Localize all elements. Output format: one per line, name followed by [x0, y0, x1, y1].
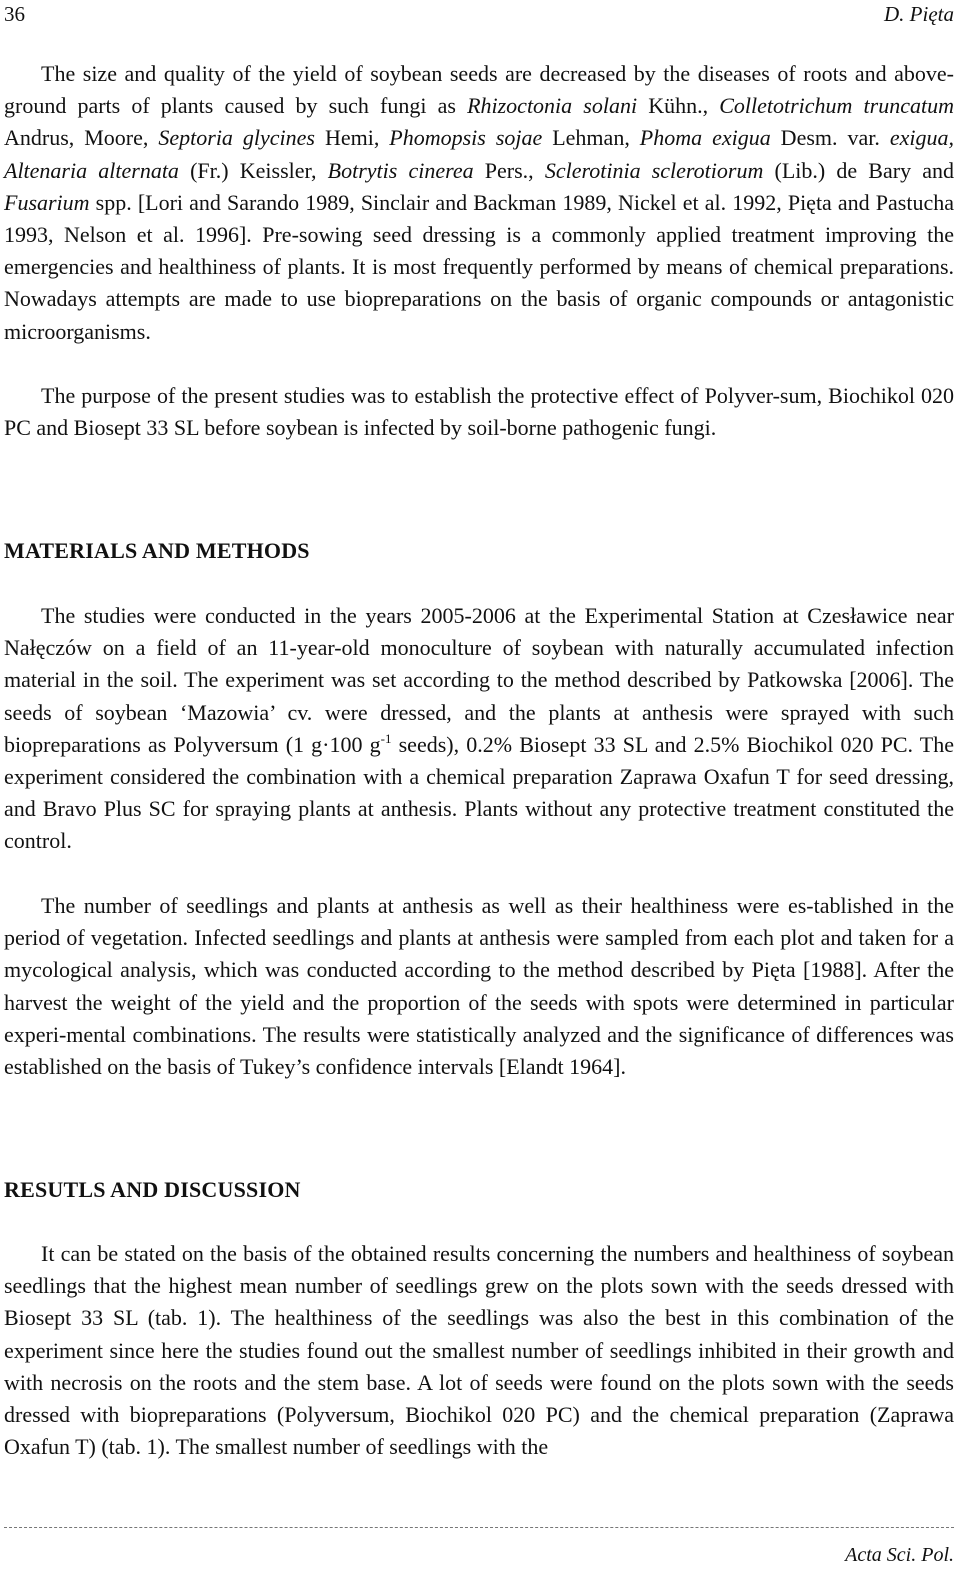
methods-heading: MATERIALS AND METHODS	[4, 538, 310, 563]
journal-footer: Acta Sci. Pol.	[845, 1544, 954, 1566]
methods-paragraph-1: The studies were conducted in the years 2005-2006 at the Experimental Station at Czesławice near Nałęczów on a field of an 11-year-old monoculture of soybean with naturally accumulated infection material in the soil. The experiment was set according to the method described by Patkowska [2006]. The seeds of soybean ‘Mazowia’ cv. were dressed, and the plants at anthesis were sprayed with such biopreparations as Polyversum (1 g·100 $g^{-1}$ seeds), 0.2% Biosept 33 SL and 2.5% Biochikol 020 PC. The experiment considered the combination with a chemical preparation Zaprawa Oxafun T for seed dressing, and Bravo Plus SC for spraying plants at anthesis. Plants without any protective treatment constituted the control.	[4, 603, 954, 854]
page-number: 36	[4, 2, 25, 26]
running-header	[4, 2, 954, 32]
results-heading: RESUTLS AND DISCUSSION	[4, 1177, 301, 1202]
intro-paragraph-1: The size and quality of the yield of soybean seeds are decreased by the diseases of roots and above-ground parts of plants caused by such fungi as Rhizoctonia solani Kühn., Colletotrichum truncatum Andrus, Moore, Septoria glycines Hemi, Phomopsis sojae Lehman, Phoma exigua Desm. var. exigua, Altenaria alternata (Fr.) Keissler, Botrytis cinerea Pers., Sclerotinia sclerotiorum (Lib.) de Bary and Fusarium spp. [Lori and Sarando 1989, Sinclair and Backman 1989, Nickel et al. 1992, Pięta and Pastucha 1993, Nelson et al. 1996]. Pre-sowing seed dressing is a commonly applied treatment improving the emergencies and healthiness of plants. It is most frequently performed by means of chemical preparations. Nowadays attempts are made to use biopreparations on the basis of organic compounds or antagonistic microorganisms.	[4, 61, 955, 344]
document-page	[4, 0, 954, 1569]
methods-paragraph-2: The number of seedlings and plants at anthesis as well as their healthiness were es-tablished in the period of vegetation. Infected seedlings and plants at anthesis were sampled from each plot and taken for a mycological analysis, which was conducted according to the method described by Pięta [1988]. After the harvest the weight of the yield and the proportion of the seeds with spots were determined in particular experi-mental combinations. The results were statistically analyzed and the significance of differences was established on the basis of Tukey’s confidence intervals [Elandt 1964].	[4, 893, 954, 1080]
results-paragraph-1: It can be stated on the basis of the obtained results concerning the numbers and healthiness of soybean seedlings that the highest mean number of seedlings grew on the plots sown with the seeds dressed with Biosept 33 SL (tab. 1). The healthiness of the seedlings was also the best in this combination of the experiment since here the studies found out the smallest number of seedlings inhibited in their growth and with necrosis on the roots and the stem base. A lot of seeds were found on the plots sown with the seeds dressed with biopreparations (Polyversum, Biochikol 020 PC) and the chemical preparation (Zaprawa Oxafun T) (tab. 1). The smallest number of seedlings with the	[4, 1241, 954, 1460]
running-author: D. Pięta	[884, 2, 954, 26]
intro-paragraph-2: The purpose of the present studies was to establish the protective effect of Polyver-sum, Biochikol 020 PC and Biosept 33 SL before soybean is infected by soil-borne pathogenic fungi.	[4, 383, 954, 441]
footer-divider	[4, 1527, 954, 1528]
